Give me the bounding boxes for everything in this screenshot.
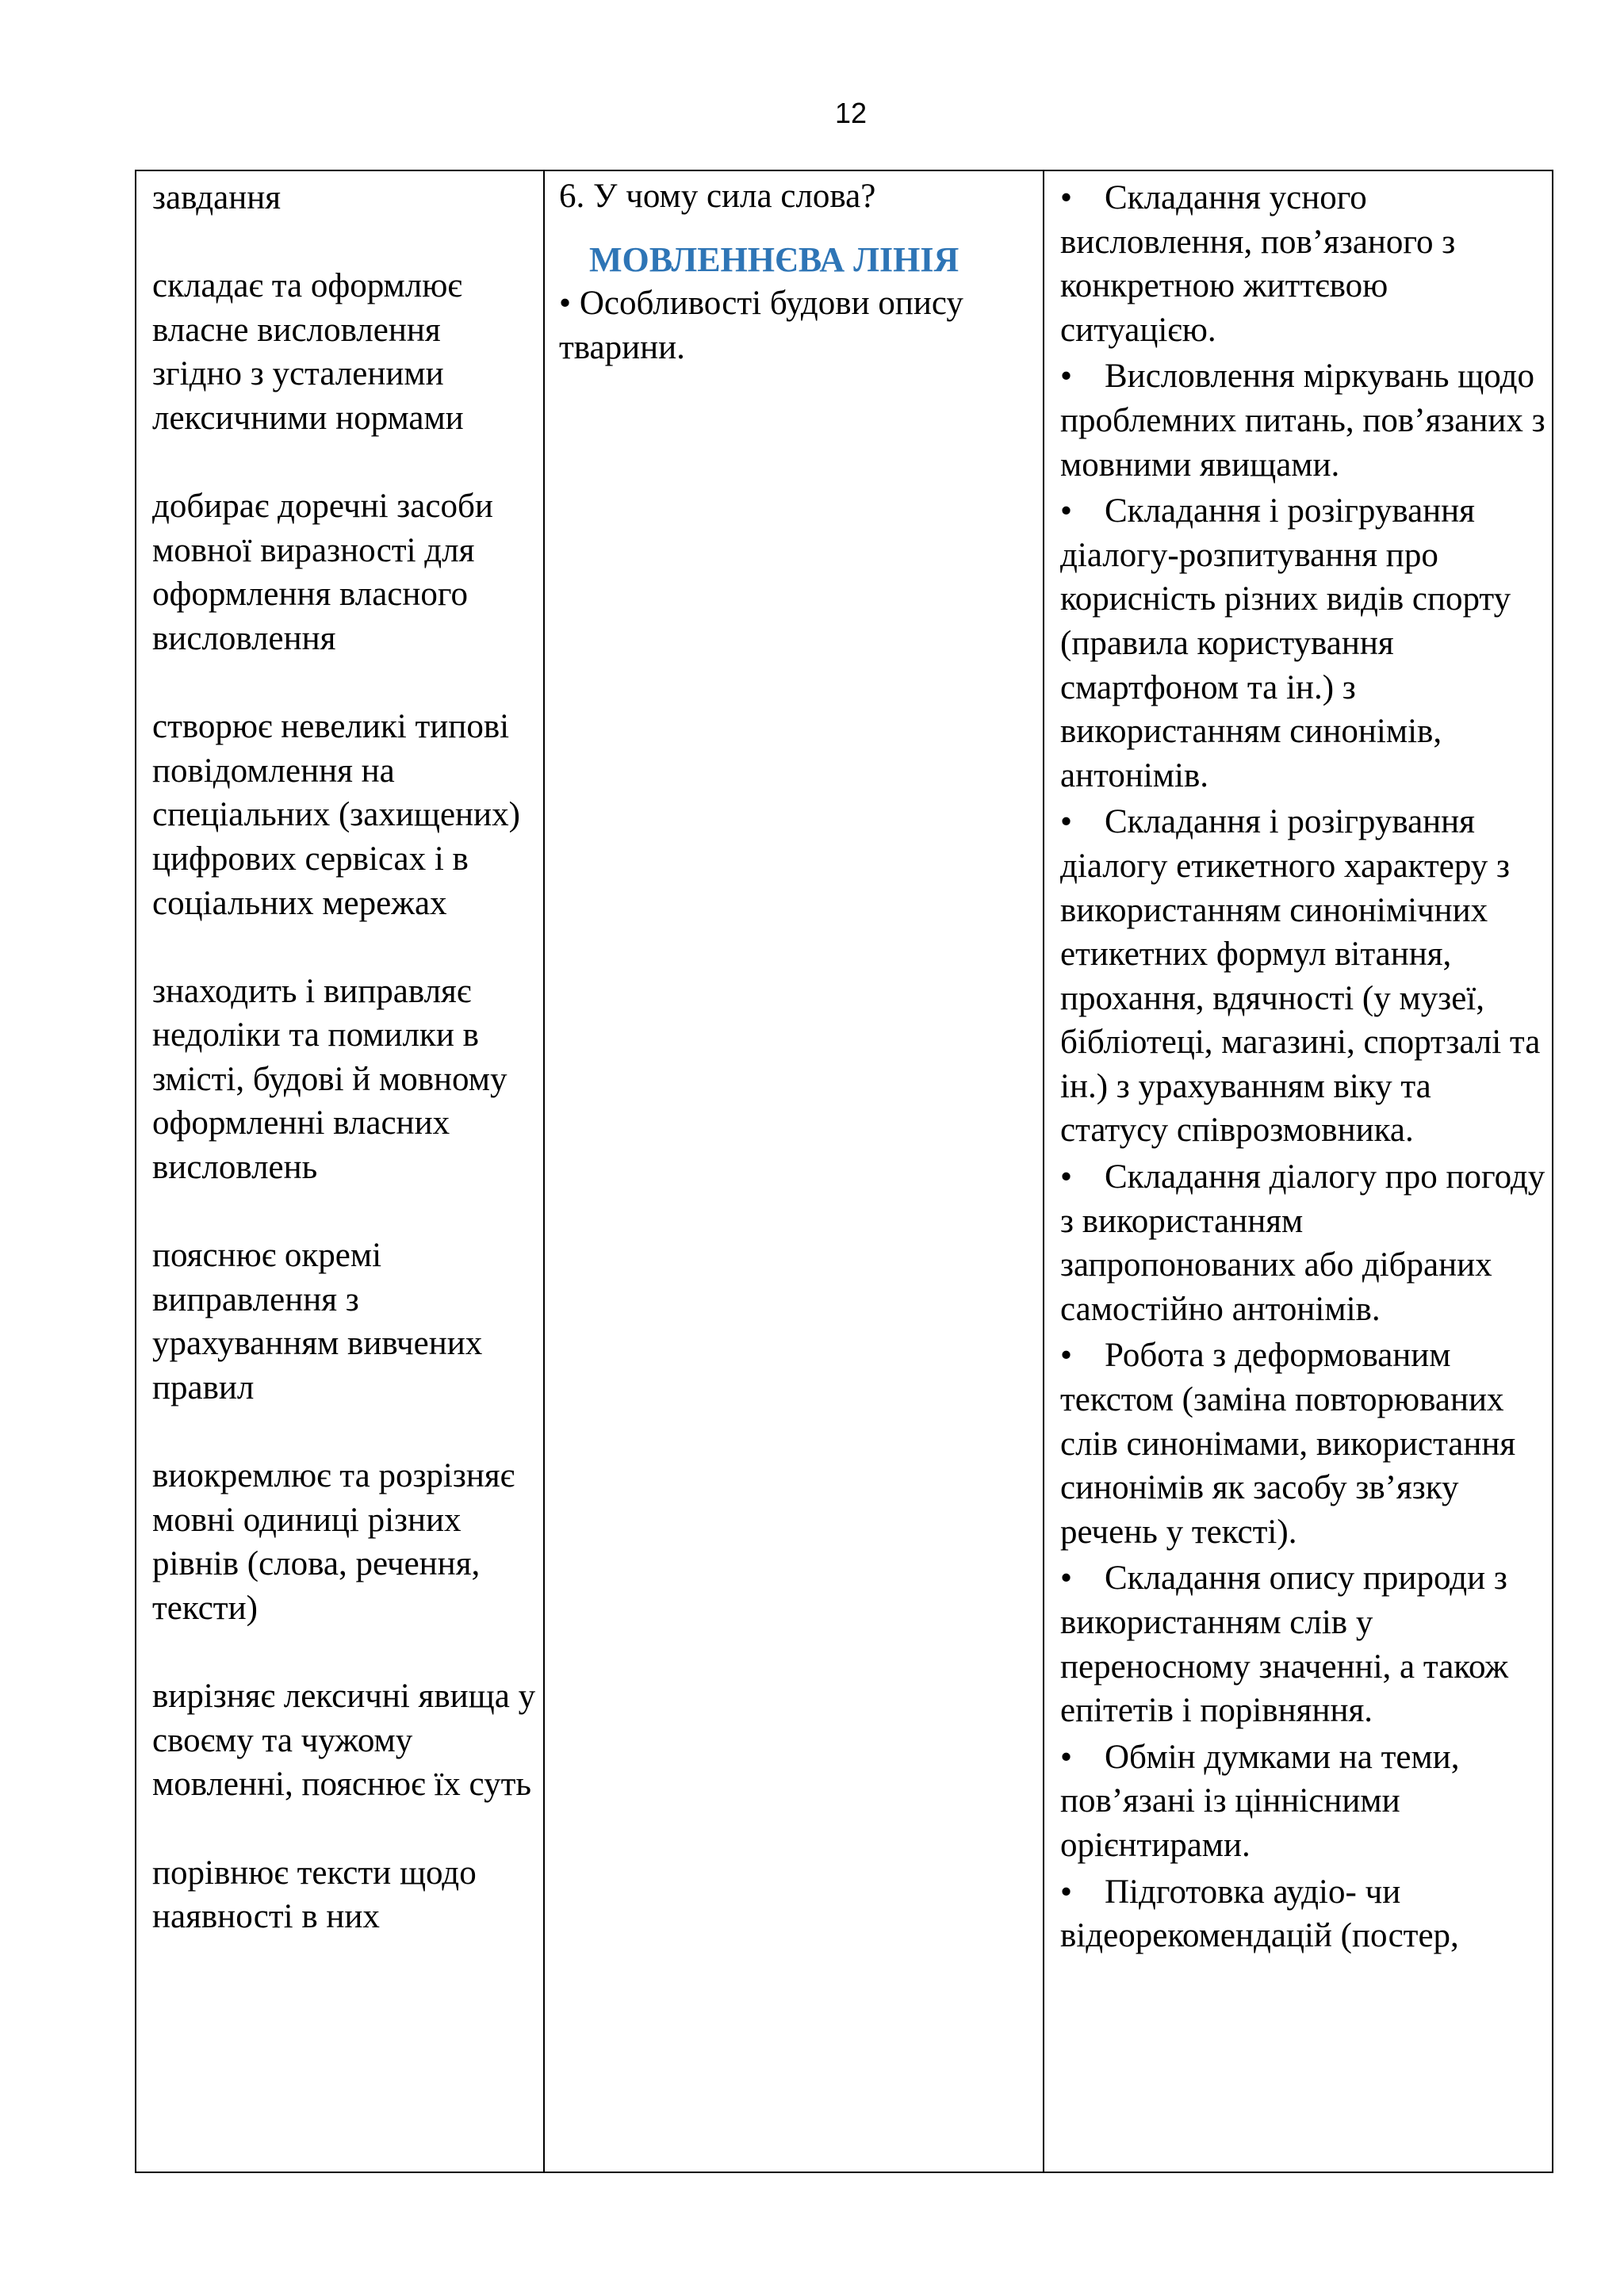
bullet-icon: • <box>1060 492 1073 530</box>
list-item <box>559 281 1035 369</box>
result-paragraph: вирізняє лексичні явища у своєму та чужому мовленні, пояснює їх суть <box>152 1678 536 1804</box>
list-item <box>1060 800 1545 1153</box>
list-item <box>1060 1334 1545 1554</box>
result-paragraph: завдання <box>152 179 282 216</box>
table-row <box>136 170 1553 2172</box>
result-paragraph: добирає доречні засоби мовної виразності для оформлення власного висловлення <box>152 488 493 657</box>
bullet-icon: • <box>1060 803 1073 841</box>
list-item <box>1060 1155 1545 1331</box>
bullet-icon: • <box>1060 1158 1073 1196</box>
curriculum-table <box>135 170 1553 2173</box>
result-paragraph: створює невеликі типові повідомлення на спеціальних (захищених) цифрових сервісах і в соціальних мережах <box>152 708 520 922</box>
activities-cell <box>1044 170 1553 2172</box>
result-paragraph: знаходить і виправляє недоліки та помилки в змісті, будові й мовному оформленні власних висловлень <box>152 972 508 1187</box>
bullet-icon: • <box>1060 358 1073 396</box>
bullet-icon: • <box>1060 1337 1073 1375</box>
list-item <box>1060 1735 1545 1868</box>
list-item <box>1060 1556 1545 1732</box>
topic-question: 6. У чому сила слова? <box>559 178 876 215</box>
result-paragraph: складає та оформлює власне висловлення згідно з усталеними лексичними нормами <box>152 267 464 437</box>
result-paragraph: виокремлює та розрізняє мовні одиниці різних рівнів (слова, речення, тексти) <box>152 1457 515 1627</box>
bullet-icon: • <box>559 285 580 323</box>
section-title: МОВЛЕННЄВА ЛІНІЯ <box>589 239 959 279</box>
result-paragraph: пояснює окремі виправлення з урахуванням вивчених правил <box>152 1237 483 1407</box>
bullet-icon: • <box>1060 1559 1073 1598</box>
list-item <box>1060 489 1545 798</box>
list-item-text: Особливості будови опису тварини. <box>559 285 963 366</box>
list-item-text: Висловлення міркувань щодо проблемних питань, пов’язаних з мовними явищами. <box>1060 358 1545 484</box>
list-item-text: Робота з деформованим текстом (заміна повторюваних слів синонімами, використання синонімів як засобу зв’язку речень у тексті). <box>1060 1337 1516 1551</box>
list-item <box>1060 354 1545 487</box>
page-number: 12 <box>834 97 868 129</box>
list-item-text: Складання і розігрування діалогу-розпитування про корисність різних видів спорту (правила користування смартфоном та ін.) з використанням синонімів, антонімів. <box>1060 492 1511 794</box>
list-item-text: Обмін думками на теми, пов’язані із ціннісними орієнтирами. <box>1060 1738 1460 1864</box>
list-item-text: Складання і розігрування діалогу етикетного характеру з використанням синонімічних етикетних формул вітання, прохання, вдячності (у музеї, бібліотеці, магазині, спортзалі та ін.) з урахуванням віку та статусу співрозмовника. <box>1060 803 1541 1150</box>
list-item-text: Складання діалогу про погоду з використанням запропонованих або дібраних самостійно антонімів. <box>1060 1158 1545 1328</box>
list-item-text: Складання усного висловлення, пов’язаного з конкретною життєвою ситуацією. <box>1060 179 1456 349</box>
bullet-icon: • <box>1060 1738 1073 1776</box>
list-item <box>1060 1870 1545 1958</box>
bullet-icon: • <box>1060 1873 1073 1911</box>
bullet-icon: • <box>1060 179 1073 216</box>
result-paragraph: порівнює тексти щодо наявності в них <box>152 1854 477 1936</box>
expected-results-cell <box>136 170 544 2172</box>
list-item-text: Підготовка аудіо- чи відеорекомендацій (постер, <box>1060 1873 1459 1955</box>
content-cell <box>544 170 1044 2172</box>
list-item-text: Складання опису природи з використанням слів у переносному значенні, а також епітетів і порівняння. <box>1060 1559 1509 1730</box>
list-item <box>1060 176 1545 352</box>
